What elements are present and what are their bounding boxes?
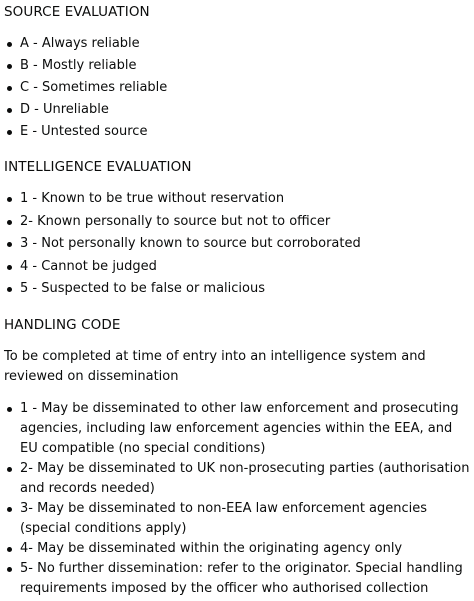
bullet-icon [7,197,12,202]
source-evaluation-list [4,34,470,144]
list-item [4,559,470,599]
bullet-icon [7,567,12,572]
list-item-text: 3- May be disseminated to non-EEA law enforcement agencies (special conditions apply) [20,500,428,536]
list-item [4,399,470,459]
source-evaluation-heading: SOURCE EVALUATION [4,4,150,20]
list-item-text: 2- May be disseminated to UK non-prosecuting parties (authorisation and records needed) [20,460,470,496]
list-item-text: A - Always reliable [20,36,140,51]
bullet-icon [7,242,12,247]
list-item [4,212,470,235]
list-item-text: 2- Known personally to source but not to officer [20,213,331,229]
intelligence-evaluation-heading: INTELLIGENCE EVALUATION [4,159,192,175]
bullet-icon [7,547,12,552]
handling-code-intro: To be completed at time of entry into an intelligence system and reviewed on dissemination [4,348,426,384]
list-item-text: E - Untested source [20,124,148,139]
list-item-text: 1 - Known to be true without reservation [20,191,285,206]
bullet-icon [7,507,12,512]
handling-code-list [4,399,470,599]
intelligence-evaluation-list [4,189,470,302]
list-item [4,78,470,100]
list-item [4,234,470,257]
list-item-text: 3 - Not personally known to source but corroborated [20,236,361,251]
list-item [4,499,470,539]
list-item-text: 5- No further dissemination: refer to the originator. Special handling requirements imposed by the officer who authorised collection [20,560,463,596]
list-item-text: C - Sometimes reliable [20,80,168,95]
bullet-icon [7,467,12,472]
bullet-icon [7,220,12,225]
list-item [4,122,470,144]
list-item-text: 1 - May be disseminated to other law enforcement and prosecuting agencies, including law enforcement agencies within the EEA, and EU compatible (no special conditions) [20,400,459,456]
list-item [4,100,470,122]
list-item-text: B - Mostly reliable [20,58,137,73]
bullet-icon [7,42,12,47]
bullet-icon [7,86,12,91]
bullet-icon [7,287,12,292]
bullet-icon [7,265,12,270]
bullet-icon [7,130,12,135]
bullet-icon [7,407,12,412]
list-item [4,459,470,499]
list-item [4,257,470,280]
list-item-text: D - Unreliable [20,102,109,117]
list-item [4,34,470,56]
bullet-icon [7,108,12,113]
intelligence-evaluation-section [4,157,470,302]
list-item [4,279,470,302]
list-item-text: 4- May be disseminated within the originating agency only [20,540,403,556]
list-item-text: 4 - Cannot be judged [20,258,157,274]
list-item [4,539,470,559]
list-item [4,56,470,78]
list-item [4,189,470,212]
source-evaluation-section [4,2,470,144]
bullet-icon [7,64,12,69]
handling-code-section [4,315,470,599]
handling-code-heading: HANDLING CODE [4,316,121,333]
list-item-text: 5 - Suspected to be false or malicious [20,281,266,296]
